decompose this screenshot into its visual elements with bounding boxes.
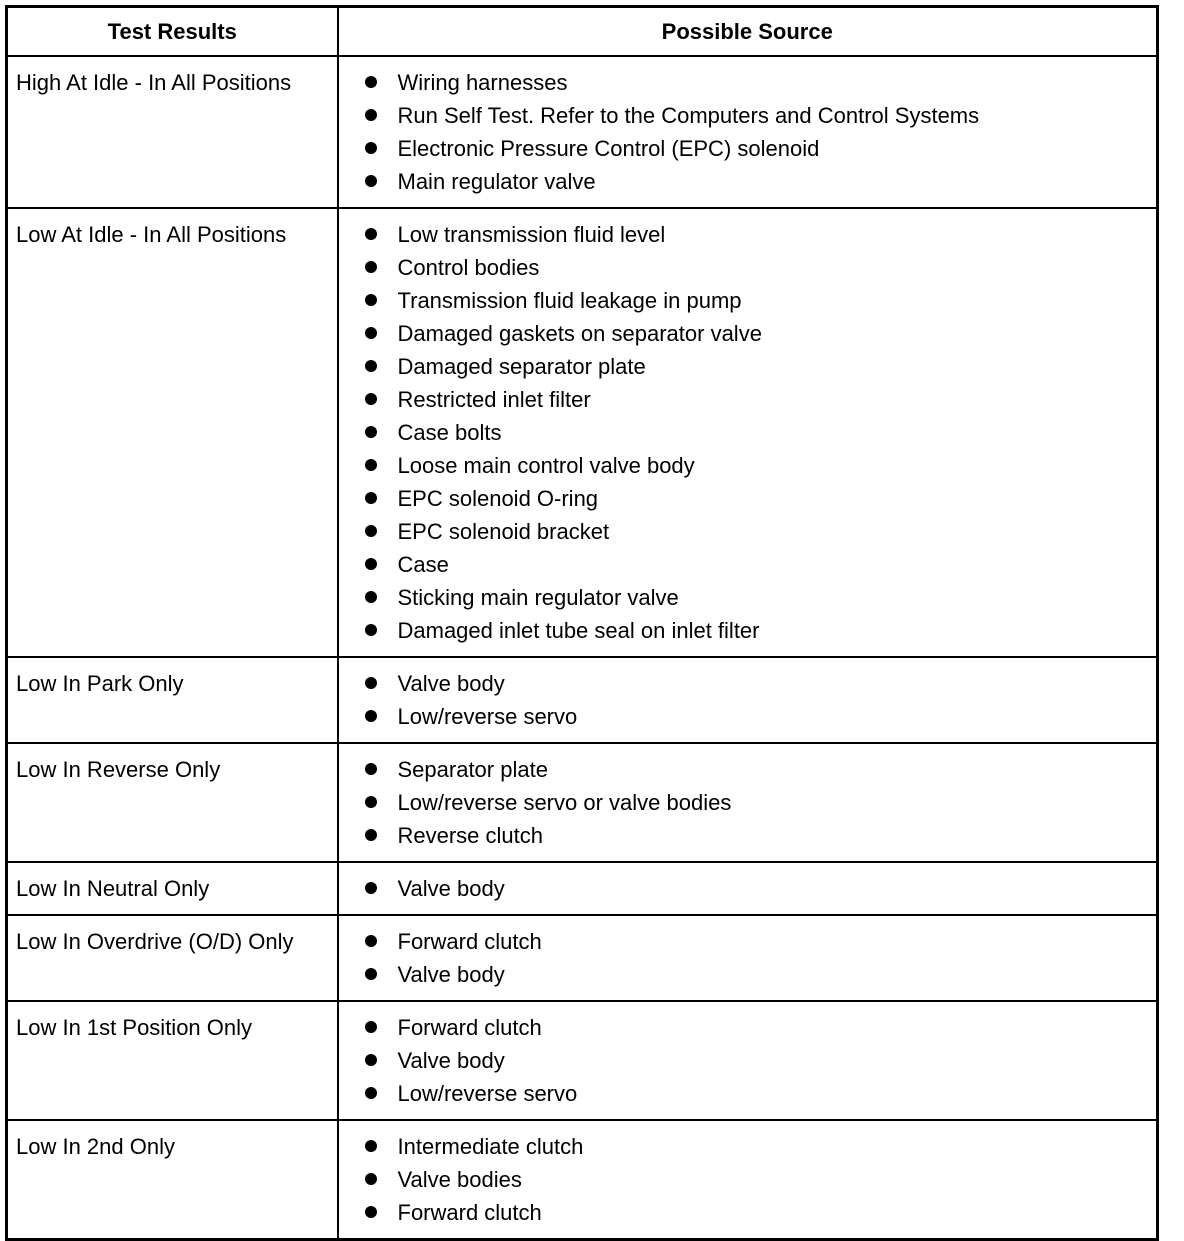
- bullet-icon: [365, 1140, 377, 1152]
- source-text: Sticking main regulator valve: [397, 585, 679, 610]
- bullet-icon: [365, 459, 377, 471]
- bullet-icon: [365, 492, 377, 504]
- source-text: Transmission fluid leakage in pump: [397, 288, 742, 313]
- list-item: [363, 251, 1157, 284]
- source-list: [363, 1130, 1157, 1229]
- test-result-cell: Low In Park Only: [7, 657, 338, 743]
- list-item: [363, 667, 1157, 700]
- source-list: [363, 872, 1157, 905]
- source-text: Restricted inlet filter: [397, 387, 591, 412]
- source-text: Low transmission fluid level: [397, 222, 666, 247]
- table-row: [7, 1120, 1158, 1240]
- bullet-icon: [365, 393, 377, 405]
- list-item: [363, 482, 1157, 515]
- diagnosis-table: [5, 5, 1159, 1241]
- possible-source-cell: [338, 915, 1158, 1001]
- list-item: [363, 165, 1157, 198]
- source-text: Separator plate: [397, 757, 548, 782]
- list-item: [363, 1077, 1157, 1110]
- source-text: Forward clutch: [397, 929, 542, 954]
- bullet-icon: [365, 935, 377, 947]
- list-item: [363, 1163, 1157, 1196]
- source-text: Forward clutch: [397, 1200, 542, 1225]
- table-row: [7, 862, 1158, 915]
- source-text: Valve body: [397, 671, 505, 696]
- bullet-icon: [365, 142, 377, 154]
- test-result-cell: High At Idle - In All Positions: [7, 56, 338, 208]
- list-item: [363, 925, 1157, 958]
- table-row: [7, 1001, 1158, 1120]
- source-text: Electronic Pressure Control (EPC) solenoid: [397, 136, 820, 161]
- header-test-results: Test Results: [7, 7, 338, 57]
- table-row: [7, 56, 1158, 208]
- source-text: Run Self Test. Refer to the Computers and Control Systems: [397, 103, 980, 128]
- list-item: [363, 1130, 1157, 1163]
- list-item: [363, 383, 1157, 416]
- bullet-icon: [365, 1021, 377, 1033]
- source-text: Damaged gaskets on separator valve: [397, 321, 762, 346]
- table-row: [7, 657, 1158, 743]
- table-row: [7, 743, 1158, 862]
- source-text: Valve body: [397, 876, 505, 901]
- bullet-icon: [365, 228, 377, 240]
- source-list: [363, 667, 1157, 733]
- list-item: [363, 819, 1157, 852]
- possible-source-cell: [338, 1001, 1158, 1120]
- source-text: Control bodies: [397, 255, 540, 280]
- bullet-icon: [365, 677, 377, 689]
- source-text: Reverse clutch: [397, 823, 544, 848]
- list-item: [363, 218, 1157, 251]
- list-item: [363, 99, 1157, 132]
- possible-source-cell: [338, 862, 1158, 915]
- source-text: Intermediate clutch: [397, 1134, 584, 1159]
- possible-source-cell: [338, 1120, 1158, 1240]
- possible-source-cell: [338, 208, 1158, 657]
- list-item: [363, 350, 1157, 383]
- test-result-cell: Low In 1st Position Only: [7, 1001, 338, 1120]
- list-item: [363, 614, 1157, 647]
- source-text: Low/reverse servo: [397, 1081, 578, 1106]
- possible-source-cell: [338, 56, 1158, 208]
- source-text: Main regulator valve: [397, 169, 596, 194]
- test-result-cell: Low In Overdrive (O/D) Only: [7, 915, 338, 1001]
- source-list: [363, 925, 1157, 991]
- bullet-icon: [365, 882, 377, 894]
- bullet-icon: [365, 968, 377, 980]
- bullet-icon: [365, 525, 377, 537]
- bullet-icon: [365, 1173, 377, 1185]
- bullet-icon: [365, 261, 377, 273]
- source-text: Damaged inlet tube seal on inlet filter: [397, 618, 760, 643]
- bullet-icon: [365, 294, 377, 306]
- source-list: [363, 218, 1157, 647]
- bullet-icon: [365, 76, 377, 88]
- list-item: [363, 958, 1157, 991]
- source-text: Wiring harnesses: [397, 70, 568, 95]
- source-text: Valve body: [397, 1048, 505, 1073]
- bullet-icon: [365, 109, 377, 121]
- list-item: [363, 66, 1157, 99]
- source-text: Case: [397, 552, 449, 577]
- source-text: Low/reverse servo or valve bodies: [397, 790, 732, 815]
- source-text: Valve body: [397, 962, 505, 987]
- source-list: [363, 753, 1157, 852]
- bullet-icon: [365, 1206, 377, 1218]
- source-text: Valve bodies: [397, 1167, 522, 1192]
- possible-source-cell: [338, 743, 1158, 862]
- possible-source-cell: [338, 657, 1158, 743]
- bullet-icon: [365, 327, 377, 339]
- list-item: [363, 786, 1157, 819]
- list-item: [363, 1011, 1157, 1044]
- list-item: [363, 548, 1157, 581]
- source-text: Case bolts: [397, 420, 502, 445]
- source-text: EPC solenoid bracket: [397, 519, 610, 544]
- bullet-icon: [365, 360, 377, 372]
- bullet-icon: [365, 558, 377, 570]
- table-row: [7, 208, 1158, 657]
- list-item: [363, 284, 1157, 317]
- source-text: EPC solenoid O-ring: [397, 486, 599, 511]
- header-possible-source: Possible Source: [338, 7, 1158, 57]
- test-result-cell: Low In Reverse Only: [7, 743, 338, 862]
- bullet-icon: [365, 1087, 377, 1099]
- test-result-cell: Low In 2nd Only: [7, 1120, 338, 1240]
- list-item: [363, 1196, 1157, 1229]
- test-result-cell: Low In Neutral Only: [7, 862, 338, 915]
- source-text: Low/reverse servo: [397, 704, 578, 729]
- source-text: Loose main control valve body: [397, 453, 695, 478]
- bullet-icon: [365, 591, 377, 603]
- header-row: [7, 7, 1158, 57]
- list-item: [363, 515, 1157, 548]
- list-item: [363, 581, 1157, 614]
- bullet-icon: [365, 796, 377, 808]
- bullet-icon: [365, 829, 377, 841]
- list-item: [363, 317, 1157, 350]
- bullet-icon: [365, 710, 377, 722]
- test-result-cell: Low At Idle - In All Positions: [7, 208, 338, 657]
- bullet-icon: [365, 763, 377, 775]
- list-item: [363, 872, 1157, 905]
- bullet-icon: [365, 1054, 377, 1066]
- table-header: [7, 7, 1158, 57]
- table-row: [7, 915, 1158, 1001]
- table-body: [7, 56, 1158, 1240]
- bullet-icon: [365, 624, 377, 636]
- source-list: [363, 1011, 1157, 1110]
- source-list: [363, 66, 1157, 198]
- bullet-icon: [365, 175, 377, 187]
- list-item: [363, 753, 1157, 786]
- list-item: [363, 700, 1157, 733]
- list-item: [363, 1044, 1157, 1077]
- source-text: Damaged separator plate: [397, 354, 646, 379]
- list-item: [363, 416, 1157, 449]
- bullet-icon: [365, 426, 377, 438]
- source-text: Forward clutch: [397, 1015, 542, 1040]
- list-item: [363, 132, 1157, 165]
- list-item: [363, 449, 1157, 482]
